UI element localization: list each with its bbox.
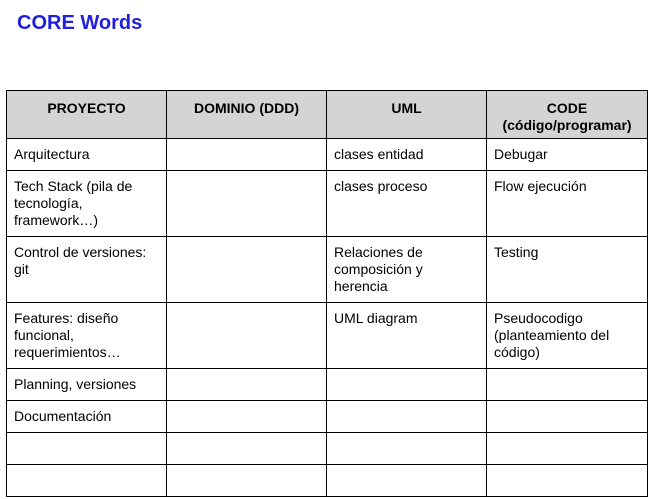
header-proyecto-label: PROYECTO	[47, 100, 126, 116]
table-cell	[167, 303, 327, 369]
table-cell	[487, 369, 648, 401]
document-title: CORE Words	[17, 12, 143, 34]
header-code-label: CODE	[546, 100, 588, 116]
table-cell: UML diagram	[327, 303, 487, 369]
table-cell: Documentación	[7, 401, 167, 433]
table-cell: clases proceso	[327, 171, 487, 237]
table-cell: Planning, versiones	[7, 369, 167, 401]
table-row	[7, 237, 648, 303]
table-row	[7, 465, 648, 497]
table-cell: Control de versiones: git	[7, 237, 167, 303]
table-row	[7, 369, 648, 401]
table-row	[7, 171, 648, 237]
header-code	[487, 91, 648, 139]
table-header-row	[7, 91, 648, 139]
table-cell: Tech Stack (pila de tecnología, framework…)	[7, 171, 167, 237]
table-row	[7, 139, 648, 171]
table-cell	[327, 369, 487, 401]
table-cell	[167, 369, 327, 401]
table-cell	[7, 433, 167, 465]
table-cell	[167, 465, 327, 497]
table-row	[7, 433, 648, 465]
table-cell: Debugar	[487, 139, 648, 171]
table-cell: Testing	[487, 237, 648, 303]
header-dominio	[167, 91, 327, 139]
table-row	[7, 401, 648, 433]
header-dominio-label: DOMINIO (DDD)	[194, 100, 299, 116]
table-cell	[327, 465, 487, 497]
table-cell	[167, 433, 327, 465]
table-cell	[167, 139, 327, 171]
header-proyecto	[7, 91, 167, 139]
table-cell	[327, 433, 487, 465]
table-cell: clases entidad	[327, 139, 487, 171]
table-cell	[167, 171, 327, 237]
table-cell: Pseudocodigo (planteamiento del código)	[487, 303, 648, 369]
table-cell: Relaciones de composición y herencia	[327, 237, 487, 303]
table-row	[7, 303, 648, 369]
table-cell	[487, 401, 648, 433]
table-cell	[327, 401, 487, 433]
table-cell	[167, 237, 327, 303]
table-cell	[487, 465, 648, 497]
table-cell	[7, 465, 167, 497]
table-cell: Flow ejecución	[487, 171, 648, 237]
table-cell: Features: diseño funcional, requerimientos…	[7, 303, 167, 369]
core-words-table	[6, 90, 648, 497]
table-cell	[487, 433, 648, 465]
table-cell: Arquitectura	[7, 139, 167, 171]
table-cell	[167, 401, 327, 433]
header-uml	[327, 91, 487, 139]
header-code-sublabel: (código/programar)	[502, 117, 632, 133]
header-uml-label: UML	[391, 100, 422, 116]
